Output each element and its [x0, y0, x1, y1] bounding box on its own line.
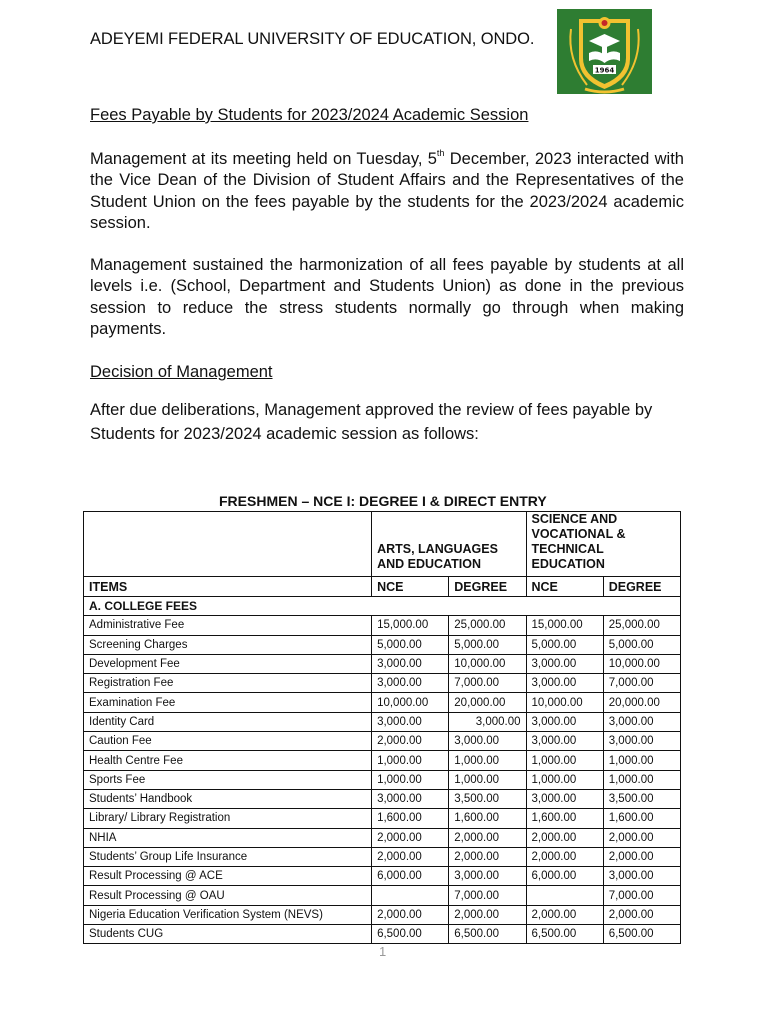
fee-amount: 7,000.00 — [603, 886, 680, 905]
fee-amount: 10,000.00 — [603, 654, 680, 673]
fee-item-name: Identity Card — [84, 712, 372, 731]
col-nce-arts: NCE — [372, 577, 449, 597]
table-row — [84, 693, 681, 712]
fee-item-name: Registration Fee — [84, 674, 372, 693]
fee-amount: 10,000.00 — [372, 693, 449, 712]
fee-amount: 2,000.00 — [603, 847, 680, 866]
fee-amount: 3,000.00 — [372, 789, 449, 808]
fee-amount: 2,000.00 — [449, 905, 526, 924]
col-degree-science: DEGREE — [603, 577, 680, 597]
table-row — [84, 770, 681, 789]
fee-amount: 3,000.00 — [526, 654, 603, 673]
col-degree-arts: DEGREE — [449, 577, 526, 597]
fee-amount: 2,000.00 — [526, 828, 603, 847]
fee-amount: 2,000.00 — [372, 847, 449, 866]
table-row — [84, 712, 681, 731]
fee-amount: 25,000.00 — [603, 616, 680, 635]
fee-amount: 7,000.00 — [449, 674, 526, 693]
svg-text:1964: 1964 — [594, 66, 615, 75]
fee-item-name: Students’ Group Life Insurance — [84, 847, 372, 866]
fee-item-name: Examination Fee — [84, 693, 372, 712]
fee-amount: 1,600.00 — [449, 809, 526, 828]
fee-amount: 15,000.00 — [526, 616, 603, 635]
paragraph-meeting-text-1: Management at its meeting held on Tuesday, 5 — [90, 150, 437, 168]
fee-amount: 1,600.00 — [372, 809, 449, 828]
fee-amount: 3,000.00 — [449, 867, 526, 886]
fee-item-name: Sports Fee — [84, 770, 372, 789]
fee-amount: 1,000.00 — [449, 751, 526, 770]
fee-amount: 3,000.00 — [603, 867, 680, 886]
fee-amount: 3,000.00 — [526, 674, 603, 693]
table-row — [84, 828, 681, 847]
section-college-fees: A. COLLEGE FEES — [84, 597, 681, 616]
table-row — [84, 674, 681, 693]
fee-amount: 15,000.00 — [372, 616, 449, 635]
paragraph-meeting-text-2: December, 2023 interacted with the Vice Dean of the Division of Student Affairs and the Representatives of the Student Union on the fees payable by the students for the 2023/2024 academic session. — [90, 150, 684, 232]
fee-amount: 2,000.00 — [603, 905, 680, 924]
table-row — [84, 751, 681, 770]
fee-amount: 5,000.00 — [449, 635, 526, 654]
ordinal-suffix: th — [436, 148, 445, 158]
table-row — [84, 886, 681, 905]
fee-amount: 3,000.00 — [603, 712, 680, 731]
fee-amount — [526, 886, 603, 905]
fee-item-name: Students CUG — [84, 925, 372, 944]
fee-amount: 1,600.00 — [603, 809, 680, 828]
table-row — [84, 789, 681, 808]
fee-amount: 2,000.00 — [372, 905, 449, 924]
fee-amount: 1,000.00 — [449, 770, 526, 789]
items-header-spacer — [84, 512, 372, 577]
fee-amount: 6,000.00 — [526, 867, 603, 886]
fee-amount: 6,500.00 — [526, 925, 603, 944]
page-title: Fees Payable by Students for 2023/2024 Academic Session — [90, 106, 529, 124]
fee-item-name: Administrative Fee — [84, 616, 372, 635]
fee-amount: 3,000.00 — [526, 712, 603, 731]
fee-amount: 1,000.00 — [603, 770, 680, 789]
fees-table — [83, 511, 681, 944]
paragraph-decision: After due deliberations, Management approved the review of fees payable by Students for 2023/2024 academic session as follows: — [90, 401, 653, 443]
fee-amount: 3,000.00 — [526, 732, 603, 751]
fee-amount: 6,500.00 — [372, 925, 449, 944]
fee-amount: 3,000.00 — [372, 712, 449, 731]
fee-amount: 3,000.00 — [449, 732, 526, 751]
fee-amount: 1,000.00 — [603, 751, 680, 770]
fee-amount: 2,000.00 — [449, 828, 526, 847]
fee-amount — [372, 886, 449, 905]
fee-amount: 5,000.00 — [372, 635, 449, 654]
table-row — [84, 732, 681, 751]
fee-item-name: NHIA — [84, 828, 372, 847]
fee-amount: 1,000.00 — [372, 770, 449, 789]
table-row — [84, 616, 681, 635]
fee-amount: 6,000.00 — [372, 867, 449, 886]
fee-amount: 1,000.00 — [526, 770, 603, 789]
fee-amount: 20,000.00 — [449, 693, 526, 712]
fee-amount: 6,500.00 — [449, 925, 526, 944]
table-title: FRESHMEN – NCE I: DEGREE I & DIRECT ENTRY — [219, 493, 547, 509]
university-title: ADEYEMI FEDERAL UNIVERSITY OF EDUCATION, ONDO. — [90, 30, 535, 48]
fee-amount: 25,000.00 — [449, 616, 526, 635]
fee-item-name: Nigeria Education Verification System (NEVS) — [84, 905, 372, 924]
fee-item-name: Result Processing @ OAU — [84, 886, 372, 905]
fee-amount: 2,000.00 — [526, 847, 603, 866]
fee-amount: 3,500.00 — [449, 789, 526, 808]
fee-amount: 7,000.00 — [449, 886, 526, 905]
table-row — [84, 867, 681, 886]
fee-item-name: Library/ Library Registration — [84, 809, 372, 828]
paragraph-harmonization: Management sustained the harmonization of all fees payable by students at all levels i.e. (School, Department and Students Union) as done in the previous session to reduce the stress students normally go through when making payments. — [90, 256, 684, 338]
table-row — [84, 635, 681, 654]
fee-amount: 1,600.00 — [526, 809, 603, 828]
paragraph-meeting — [90, 149, 684, 234]
decision-heading: Decision of Management — [90, 363, 273, 381]
fee-amount: 2,000.00 — [372, 828, 449, 847]
fee-amount: 2,000.00 — [526, 905, 603, 924]
fee-amount: 1,000.00 — [526, 751, 603, 770]
fee-amount: 3,000.00 — [372, 674, 449, 693]
items-header: ITEMS — [84, 577, 372, 597]
group-science-header: SCIENCE AND VOCATIONAL & TECHNICAL EDUCATION — [526, 512, 681, 577]
table-row — [84, 654, 681, 673]
fee-amount: 5,000.00 — [603, 635, 680, 654]
table-row — [84, 809, 681, 828]
table-header-columns — [84, 577, 681, 597]
university-logo — [557, 9, 652, 94]
fee-item-name: Result Processing @ ACE — [84, 867, 372, 886]
fee-item-name: Caution Fee — [84, 732, 372, 751]
fee-amount: 7,000.00 — [603, 674, 680, 693]
fee-item-name: Development Fee — [84, 654, 372, 673]
table-header-groups — [84, 512, 681, 577]
fee-amount: 5,000.00 — [526, 635, 603, 654]
fee-amount: 3,000.00 — [603, 732, 680, 751]
section-row — [84, 597, 681, 616]
fee-amount: 2,000.00 — [372, 732, 449, 751]
fee-amount: 3,000.00 — [449, 712, 526, 731]
page-number: 1 — [379, 944, 387, 959]
fee-amount: 6,500.00 — [603, 925, 680, 944]
group-arts-header: ARTS, LANGUAGES AND EDUCATION — [372, 512, 526, 577]
table-row — [84, 905, 681, 924]
fee-item-name: Screening Charges — [84, 635, 372, 654]
fee-amount: 3,500.00 — [603, 789, 680, 808]
fee-amount: 1,000.00 — [372, 751, 449, 770]
fee-amount: 3,000.00 — [526, 789, 603, 808]
fee-amount: 10,000.00 — [449, 654, 526, 673]
fee-amount: 2,000.00 — [449, 847, 526, 866]
fee-item-name: Health Centre Fee — [84, 751, 372, 770]
table-row — [84, 847, 681, 866]
fee-item-name: Students’ Handbook — [84, 789, 372, 808]
fee-amount: 20,000.00 — [603, 693, 680, 712]
fee-amount: 2,000.00 — [603, 828, 680, 847]
col-nce-science: NCE — [526, 577, 603, 597]
fee-amount: 10,000.00 — [526, 693, 603, 712]
fee-amount: 3,000.00 — [372, 654, 449, 673]
table-row — [84, 925, 681, 944]
